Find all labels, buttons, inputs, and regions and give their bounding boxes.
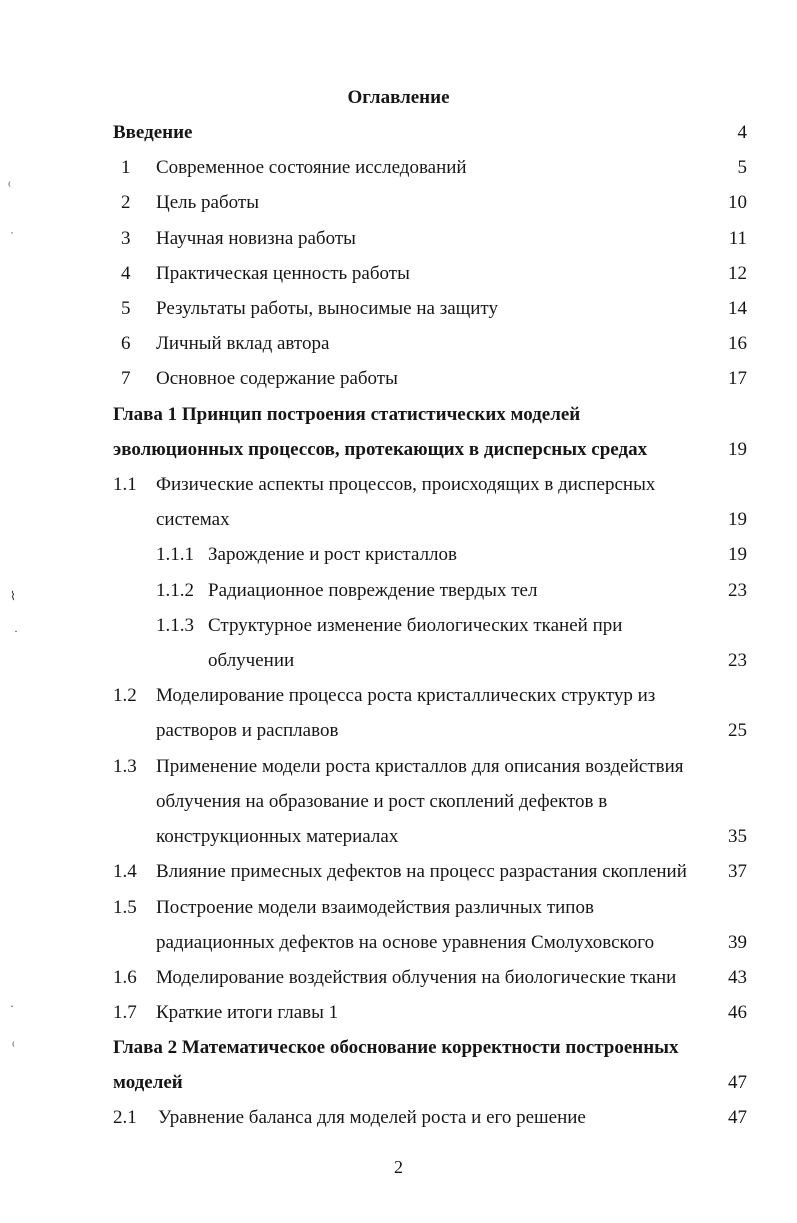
toc-chapter2-line2: моделей [113,1072,183,1093]
toc-intro-page: 4 [737,122,747,143]
toc-chapter2-line1: Глава 2 Математическое обоснование корректности построенных [113,1037,679,1058]
toc-item-number: 1.7 [113,1002,137,1023]
toc-item-page: 46 [728,1002,747,1023]
toc-item-text: Структурное изменение биологических тканей при [208,615,623,636]
toc-item-number: 1.1.1 [156,544,194,565]
toc-item-number: 2 [121,192,131,213]
toc-item-page: 17 [728,368,747,389]
toc-item-number: 5 [121,298,131,319]
toc-item-number: 1.4 [113,861,137,882]
scan-speck: ⁽ [8,179,11,193]
toc-item-text-cont: облучения на образование и рост скоплений дефектов в [156,791,608,812]
toc-item-page: 19 [728,544,747,565]
toc-item-text: Результаты работы, выносимые на защиту [156,298,498,319]
toc-item-text-cont: конструкционных материалах [156,826,399,847]
toc-item-number: 1.3 [113,756,137,777]
toc-item-text-cont: радиационных дефектов на основе уравнения Смолуховского [156,932,655,953]
scan-speck: ⁽ [12,1039,15,1053]
toc-item-page: 19 [728,509,747,530]
toc-item-text: Влияние примесных дефектов на процесс разрастания скоплений [156,861,687,882]
toc-item-page: 25 [728,720,747,741]
toc-item-text-cont: облучении [208,650,295,671]
toc-item-number: 1 [121,157,131,178]
toc-item-text: Моделирование воздействия облучения на биологические ткани [156,967,677,988]
toc-item-number: 3 [121,228,131,249]
toc-item-text: Физические аспекты процессов, происходящих в дисперсных [156,474,656,495]
toc-item-text: Уравнение баланса для моделей роста и его решение [158,1107,586,1128]
toc-item-number: 1.1.3 [156,615,194,636]
toc-item-page: 47 [728,1107,747,1128]
toc-item-page: 39 [728,932,747,953]
scan-speck: ˙ [10,229,14,243]
toc-item-number: 1.1.2 [156,580,194,601]
toc-item-text: Применение модели роста кристаллов для описания воздействия [156,756,684,777]
toc-item-page: 16 [728,333,747,354]
scan-speck: · [14,624,18,638]
toc-item-text: Практическая ценность работы [156,263,410,284]
toc-item-number: 1.6 [113,967,137,988]
toc-item-number: 2.1 [113,1107,137,1128]
toc-item-page: 37 [728,861,747,882]
toc-item-text: Радиационное повреждение твердых тел [208,580,538,601]
toc-item-number: 1.5 [113,897,137,918]
toc-item-number: 1.1 [113,474,137,495]
toc-intro-label: Введение [113,122,193,143]
toc-item-number: 6 [121,333,131,354]
toc-item-number: 1.2 [113,685,137,706]
toc-item-page: 23 [728,650,747,671]
toc-item-number: 4 [121,263,131,284]
scan-speck: · [10,999,14,1013]
toc-item-page: 10 [728,192,747,213]
page-number: 2 [394,1157,403,1177]
toc-item-text-cont: растворов и расплавов [156,720,339,741]
toc-item-page: 35 [728,826,747,847]
toc-item-text-cont: системах [156,509,230,530]
scan-speck: ⌇ [10,589,16,603]
toc-chapter1-line1: Глава 1 Принцип построения статистических моделей [113,404,581,425]
toc-chapter2-page: 47 [728,1072,747,1093]
toc-item-page: 11 [728,228,747,249]
toc-item-page: 43 [728,967,747,988]
toc-item-page: 14 [728,298,747,319]
toc-item-page: 23 [728,580,747,601]
toc-item-text: Основное содержание работы [156,368,398,389]
toc-item-text: Зарождение и рост кристаллов [208,544,458,565]
toc-item-text: Моделирование процесса роста кристаллических структур из [156,685,656,706]
toc-item-page: 12 [728,263,747,284]
toc-item-page: 5 [737,157,747,178]
toc-item-text: Цель работы [156,192,259,213]
toc-item-text: Современное состояние исследований [156,157,467,178]
toc-title: Оглавление [347,87,450,108]
toc-item-number: 7 [121,368,131,389]
toc-item-text: Личный вклад автора [156,333,330,354]
toc-chapter1-page: 19 [728,439,747,460]
toc-chapter1-line2: эволюционных процессов, протекающих в дисперсных средах [113,439,648,460]
toc-item-text: Научная новизна работы [156,228,356,249]
toc-item-text: Краткие итоги главы 1 [156,1002,339,1023]
toc-item-text: Построение модели взаимодействия различных типов [156,897,594,918]
